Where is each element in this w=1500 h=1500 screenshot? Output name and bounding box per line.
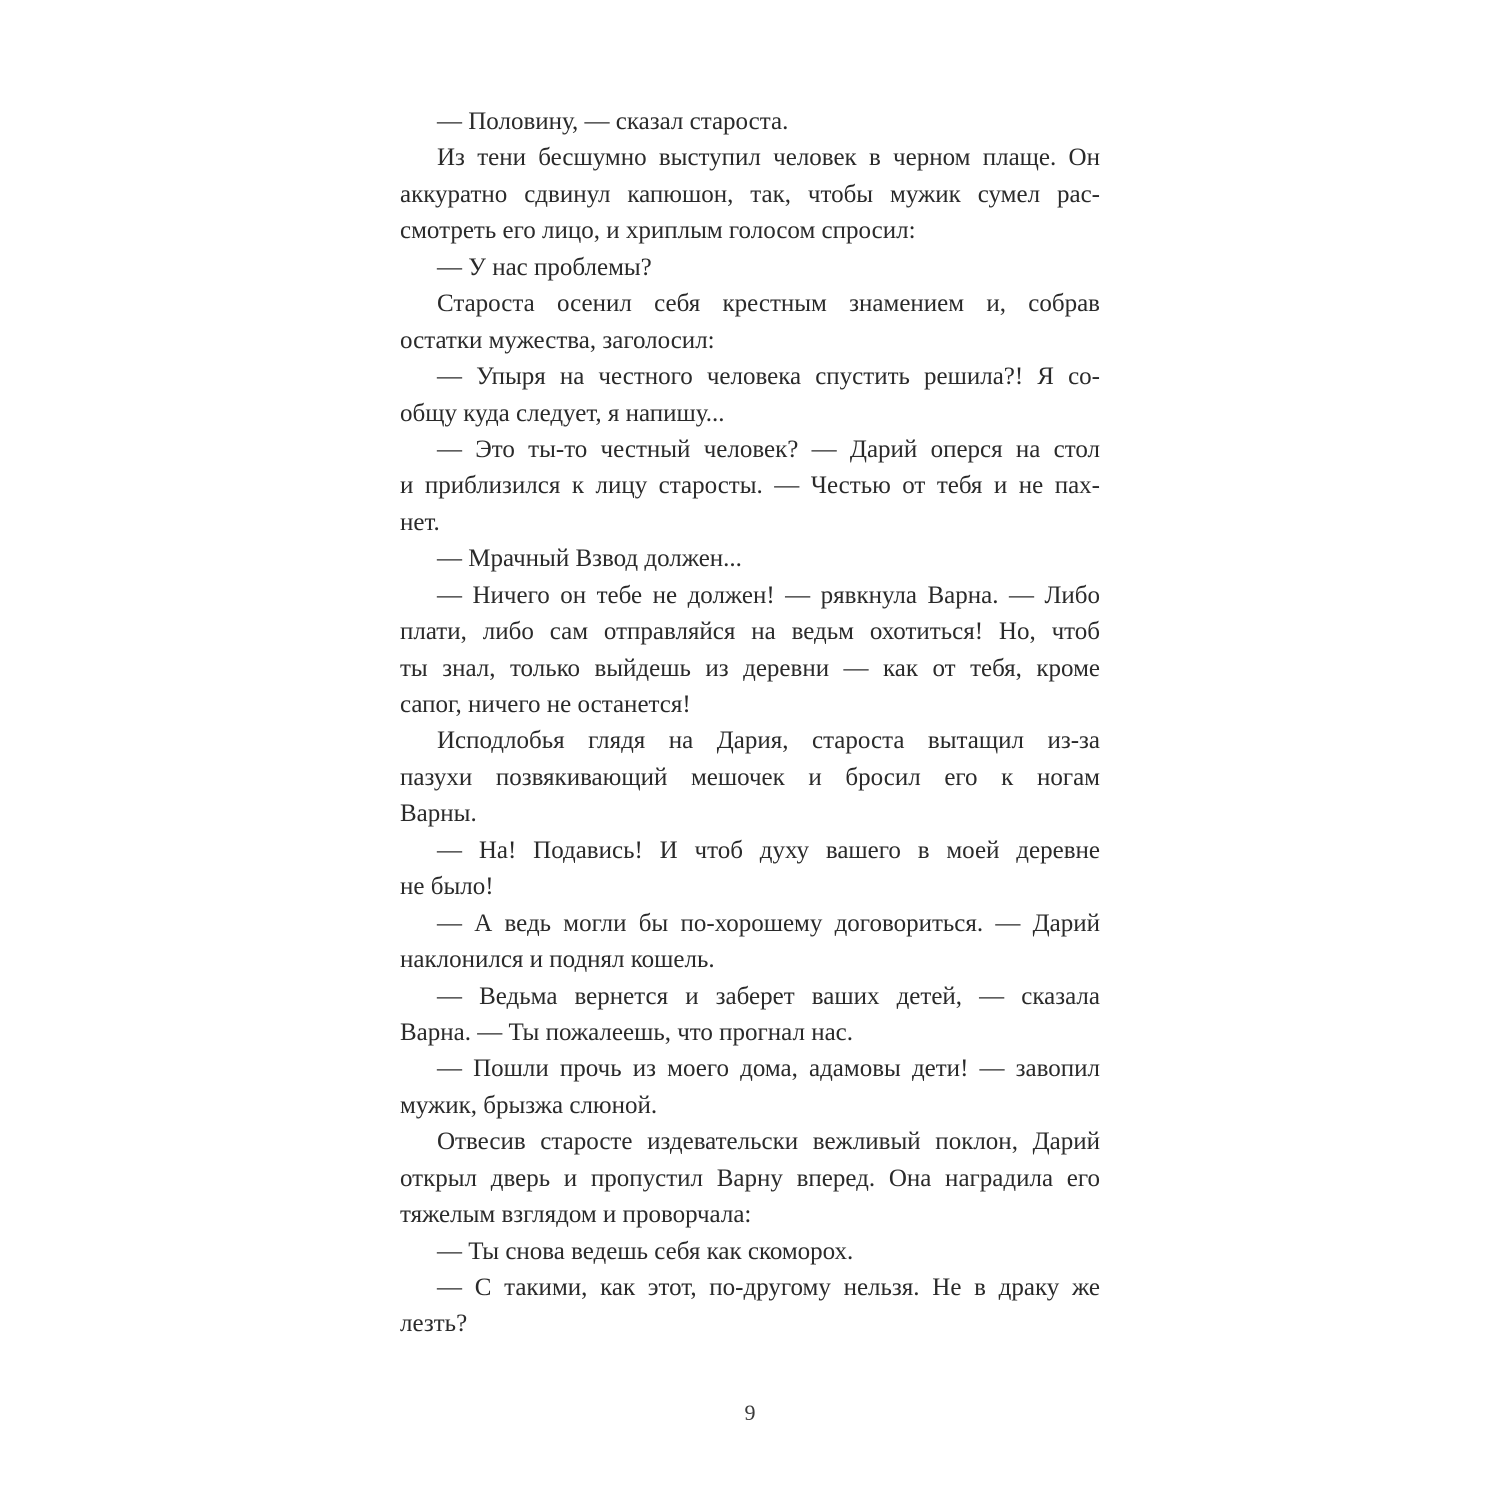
text-line: аккуратно сдвинул капюшон, так, чтобы мужик сумел рас- xyxy=(400,180,1100,208)
text-line: смотреть его лицо, и хриплым голосом спросил: xyxy=(400,217,916,245)
text-line: лезть? xyxy=(400,1310,468,1338)
text-line: остатки мужества, заголосил: xyxy=(400,326,715,354)
text-line: — С такими, как этот, по-другому нельзя. Не в драку же xyxy=(437,1274,1100,1301)
text-line: — Пошли прочь из моего дома, адамовы дети! — завопил xyxy=(437,1055,1100,1083)
text-line: — На! Подавись! И чтоб духу вашего в моей деревне xyxy=(437,836,1100,864)
text-line: не было! xyxy=(400,873,494,901)
text-line: Из тени бесшумно выступил человек в черном плаще. Он xyxy=(437,144,1100,172)
text-line: ты знал, только выйдешь из деревни — как от тебя, кроме xyxy=(400,654,1100,682)
text-line: — Половину, — сказал староста. xyxy=(437,108,789,135)
text-line: нет. xyxy=(400,508,440,536)
text-line: тяжелым взглядом и проворчала: xyxy=(400,1201,752,1229)
text-line: открыл дверь и пропустил Варну вперед. Она наградила его xyxy=(400,1164,1100,1192)
text-line: — Ведьма вернется и заберет ваших детей, — сказала xyxy=(437,982,1100,1010)
text-line: мужик, брызжа слюной. xyxy=(400,1091,658,1119)
text-line: наклонился и поднял кошель. xyxy=(400,946,715,974)
text-line: — У нас проблемы? xyxy=(437,253,652,281)
text-line: — А ведь могли бы по-хорошему договориться. — Дарий xyxy=(437,909,1100,937)
text-line: и приблизился к лицу старосты. — Честью от тебя и не пах- xyxy=(400,472,1100,500)
text-line: пазухи позвякивающий мешочек и бросил его к ногам xyxy=(400,763,1100,791)
text-line: — Упыря на честного человека спустить решила?! Я со- xyxy=(437,363,1100,391)
text-line: — Ты снова ведешь себя как скоморох. xyxy=(437,1237,854,1265)
text-line: Отвесив старосте издевательски вежливый поклон, Дарий xyxy=(437,1128,1100,1156)
body-text xyxy=(400,104,1100,1343)
text-line: общу куда следует, я напишу... xyxy=(400,399,725,427)
text-line: — Это ты-то честный человек? — Дарий оперся на стол xyxy=(437,435,1100,463)
text-line: Варна. — Ты пожалеешь, что прогнал нас. xyxy=(400,1018,854,1046)
page-number: 9 xyxy=(744,1400,756,1425)
text-line: — Ничего он тебе не должен! — рявкнула Варна. — Либо xyxy=(437,581,1100,609)
text-line: — Мрачный Взвод должен... xyxy=(437,545,742,573)
text-line: сапог, ничего не останется! xyxy=(400,691,691,718)
text-line: Варны. xyxy=(400,800,477,828)
text-line: плати, либо сам отправляйся на ведьм охотиться! Но, чтоб xyxy=(400,618,1100,646)
text-line: Староста осенил себя крестным знамением и, собрав xyxy=(437,290,1100,318)
text-line: Исподлобья глядя на Дария, староста вытащил из-за xyxy=(437,727,1100,755)
